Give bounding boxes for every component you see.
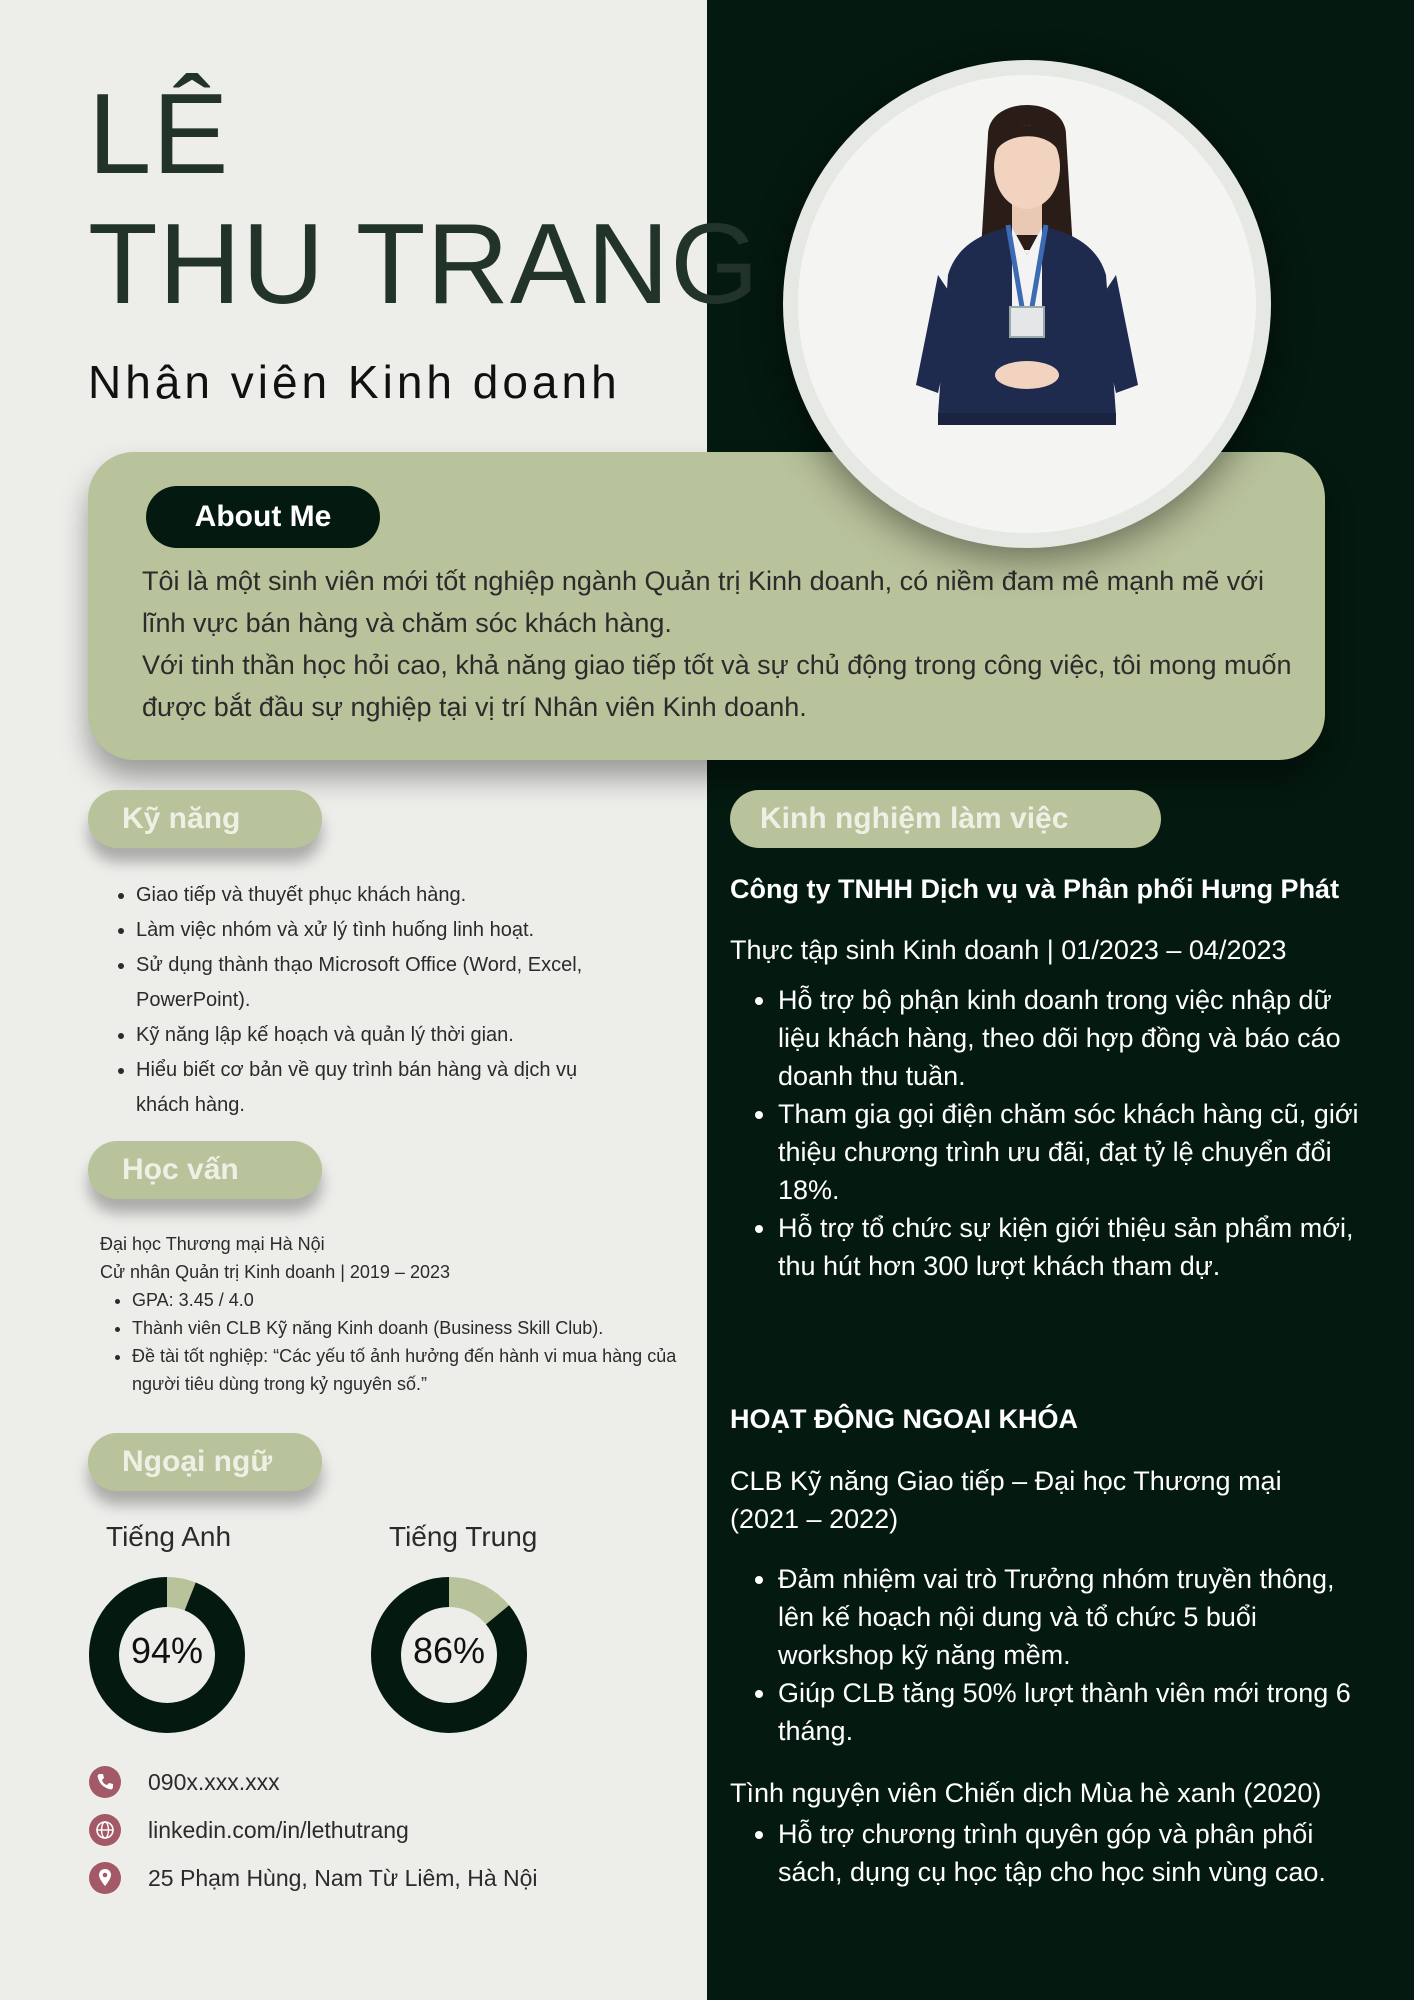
list-item: • Hỗ trợ chương trình quyên góp và phân phối sách, dụng cụ học tập cho học sinh vùng cao. (778, 1815, 1372, 1891)
list-item: • Giao tiếp và thuyết phục khách hàng. (136, 878, 628, 913)
experience-company: Công ty TNHH Dịch vụ và Phân phối Hưng Phát (730, 874, 1340, 904)
language-percent-chinese: 86% (412, 1630, 486, 1671)
globe-icon (89, 1814, 121, 1846)
experience-list (752, 981, 1372, 1285)
about-paragraph-2: Với tinh thần học hỏi cao, khả năng giao tiếp tốt và sự chủ động trong công việc, tôi mong muốn được bắt đầu sự nghiệp tại vị trí Nhân viên Kinh doanh. (142, 650, 1292, 722)
about-me-text (142, 560, 1292, 728)
list-item: • Hỗ trợ bộ phận kinh doanh trong việc nhập dữ liệu khách hàng, theo dõi hợp đồng và báo cáo doanh thu tuần. (778, 981, 1372, 1095)
activities-volunteer: Tình nguyện viên Chiến dịch Mùa hè xanh (2020) (730, 1778, 1322, 1808)
education-degree: Cử nhân Quản trị Kinh doanh | 2019 – 2023 (100, 1262, 450, 1282)
contact-address: 25 Phạm Hùng, Nam Từ Liêm, Hà Nội (148, 1865, 538, 1891)
education-heading: Học vấn (88, 1141, 322, 1199)
list-item: • Đảm nhiệm vai trò Trưởng nhóm truyền thông, lên kế hoạch nội dung và tổ chức 5 buổi workshop kỹ năng mềm. (778, 1560, 1372, 1674)
list-item: • Hiểu biết cơ bản về quy trình bán hàng và dịch vụ khách hàng. (136, 1053, 628, 1123)
list-item: • Kỹ năng lập kế hoạch và quản lý thời gian. (136, 1018, 628, 1053)
volunteer-list (752, 1815, 1372, 1891)
contact-phone[interactable]: 090x.xxx.xxx (148, 1769, 280, 1795)
languages-heading: Ngoại ngữ (88, 1433, 322, 1491)
contact-linkedin[interactable]: linkedin.com/in/lethutrang (148, 1817, 409, 1843)
education-school: Đại học Thương mại Hà Nội (100, 1234, 325, 1254)
location-pin-icon (89, 1862, 121, 1894)
list-item: • Giúp CLB tăng 50% lượt thành viên mới trong 6 tháng. (778, 1674, 1372, 1750)
job-title: Nhân viên Kinh doanh (88, 356, 621, 408)
list-item: • Đề tài tốt nghiệp: “Các yếu tố ảnh hưởng đến hành vi mua hàng của người tiêu dùng trong kỷ nguyên số.” (132, 1342, 680, 1398)
language-name-chinese: Tiếng Trung (389, 1521, 538, 1552)
skills-list (108, 878, 628, 1123)
person-portrait-icon (798, 75, 1256, 533)
profile-photo (798, 75, 1256, 533)
list-item: • Tham gia gọi điện chăm sóc khách hàng cũ, giới thiệu chương trình ưu đãi, đạt tỷ lệ chuyển đổi 18%. (778, 1095, 1372, 1209)
about-me-heading: About Me (146, 486, 380, 548)
club-activities-list (752, 1560, 1372, 1750)
language-percent-english: 94% (130, 1630, 204, 1671)
about-paragraph-1: Tôi là một sinh viên mới tốt nghiệp ngành Quản trị Kinh doanh, có niềm đam mê mạnh mẽ với lĩnh vực bán hàng và chăm sóc khách hàng. (142, 566, 1264, 638)
list-item: • Sử dụng thành thạo Microsoft Office (Word, Excel, PowerPoint). (136, 948, 628, 1018)
language-name-english: Tiếng Anh (106, 1521, 232, 1552)
activities-heading: HOẠT ĐỘNG NGOẠI KHÓA (730, 1404, 1078, 1434)
list-item: • Làm việc nhóm và xử lý tình huống linh hoạt. (136, 913, 628, 948)
education-list (100, 1286, 680, 1398)
list-item: • GPA: 3.45 / 4.0 (132, 1286, 680, 1314)
name-second-line: THU TRANG (88, 201, 760, 328)
education-section (100, 1230, 680, 1398)
experience-heading: Kinh nghiệm làm việc (730, 790, 1161, 848)
experience-role: Thực tập sinh Kinh doanh | 01/2023 – 04/2023 (730, 935, 1287, 965)
name-first-line: LÊ (88, 71, 230, 198)
list-item: • Thành viên CLB Kỹ năng Kinh doanh (Business Skill Club). (132, 1314, 680, 1342)
skills-heading: Kỹ năng (88, 790, 322, 848)
activities-club: CLB Kỹ năng Giao tiếp – Đại học Thương mại (2021 – 2022) (730, 1466, 1282, 1534)
phone-icon (89, 1766, 121, 1798)
list-item: • Hỗ trợ tổ chức sự kiện giới thiệu sản phẩm mới, thu hút hơn 300 lượt khách tham dự. (778, 1209, 1372, 1285)
